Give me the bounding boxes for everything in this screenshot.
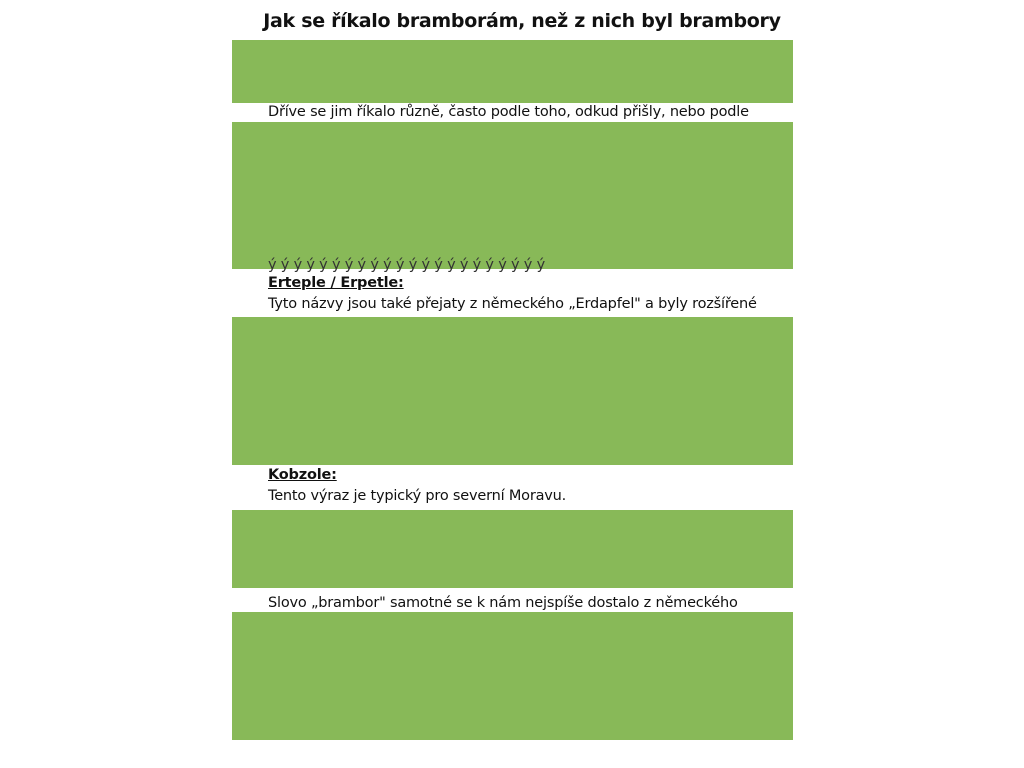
partial-hidden-line: ý ý ý ý ý ý ý ý ý ý ý ý ý ý ý ý ý ý ý ý ý ý bbox=[268, 257, 545, 273]
section-heading-erteple: Erteple / Erpetle: bbox=[268, 275, 404, 291]
section-text-erteple: Tyto názvy jsou také přejaty z německého „Erdapfel" a byly rozšířené bbox=[268, 296, 757, 312]
green-block-3 bbox=[232, 317, 793, 465]
section-heading-kobzole: Kobzole: bbox=[268, 467, 337, 483]
intro-line: Dříve se jim říkalo různě, často podle toho, odkud přišly, nebo podle bbox=[268, 104, 749, 120]
green-block-5 bbox=[232, 612, 793, 740]
green-block-4 bbox=[232, 510, 793, 588]
green-block-1 bbox=[232, 40, 793, 103]
green-block-2 bbox=[232, 122, 793, 269]
closing-line: Slovo „brambor" samotné se k nám nejspíše dostalo z německého bbox=[268, 595, 738, 611]
section-text-kobzole: Tento výraz je typický pro severní Moravu. bbox=[268, 488, 567, 504]
page-title: Jak se říkalo bramborám, než z nich byl brambory bbox=[263, 10, 781, 32]
